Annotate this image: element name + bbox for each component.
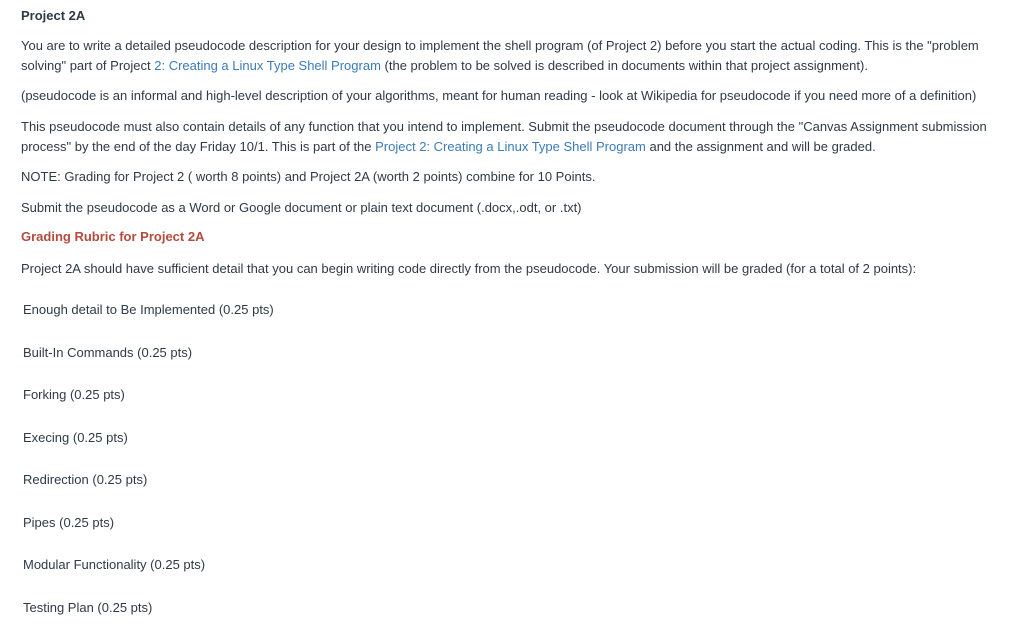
- intro-text-1: You are to write a detailed pseudocode description for your design to implement the shell program (of Project 2) before you start the actual coding. This is the "problem solving" part of Project: [21, 38, 979, 73]
- rubric-criterion: Enough detail to Be Implemented (0.25 pts): [23, 302, 274, 317]
- pseudocode-definition: (pseudocode is an informal and high-level description of your algorithms, meant for human reading - look at Wikipedia for pseudocode if you need more of a definition): [21, 88, 977, 103]
- rubric-criterion: Execing (0.25 pts): [23, 430, 128, 445]
- submission-instructions: Submit the pseudocode as a Word or Google document or plain text document (.docx,.odt, or .txt): [21, 200, 582, 215]
- grading-note: NOTE: Grading for Project 2 ( worth 8 points) and Project 2A (worth 2 points) combine for 10 Points.: [21, 169, 596, 184]
- rubric-criterion: Testing Plan (0.25 pts): [23, 600, 153, 615]
- details-paragraph: [21, 117, 1021, 157]
- rubric-criterion: Built-In Commands (0.25 pts): [23, 345, 193, 360]
- details-text-2: and the assignment and will be graded.: [645, 139, 876, 154]
- page-title: Project 2A: [21, 8, 86, 23]
- rubric-criterion: Pipes (0.25 pts): [23, 515, 115, 530]
- project-2-link[interactable]: 2: Creating a Linux Type Shell Program: [154, 58, 381, 73]
- details-text-1: This pseudocode must also contain details of any function that you intend to implement. Submit the pseudocode document through the "Canvas Assignment submission process" by the end of the day Friday 10/1. This is part of the: [21, 119, 987, 154]
- project-2-full-link[interactable]: Project 2: Creating a Linux Type Shell Program: [375, 139, 646, 154]
- intro-paragraph: [21, 36, 1021, 76]
- rubric-criterion: Modular Functionality (0.25 pts): [23, 557, 206, 572]
- rubric-criterion: Redirection (0.25 pts): [23, 472, 148, 487]
- intro-text-2: (the problem to be solved is described in documents within that project assignment).: [380, 58, 868, 73]
- rubric-criterion: Forking (0.25 pts): [23, 387, 125, 402]
- rubric-intro: Project 2A should have sufficient detail that you can begin writing code directly from the pseudocode. Your submission will be graded (for a total of 2 points):: [21, 261, 917, 276]
- rubric-heading: Grading Rubric for Project 2A: [21, 229, 205, 244]
